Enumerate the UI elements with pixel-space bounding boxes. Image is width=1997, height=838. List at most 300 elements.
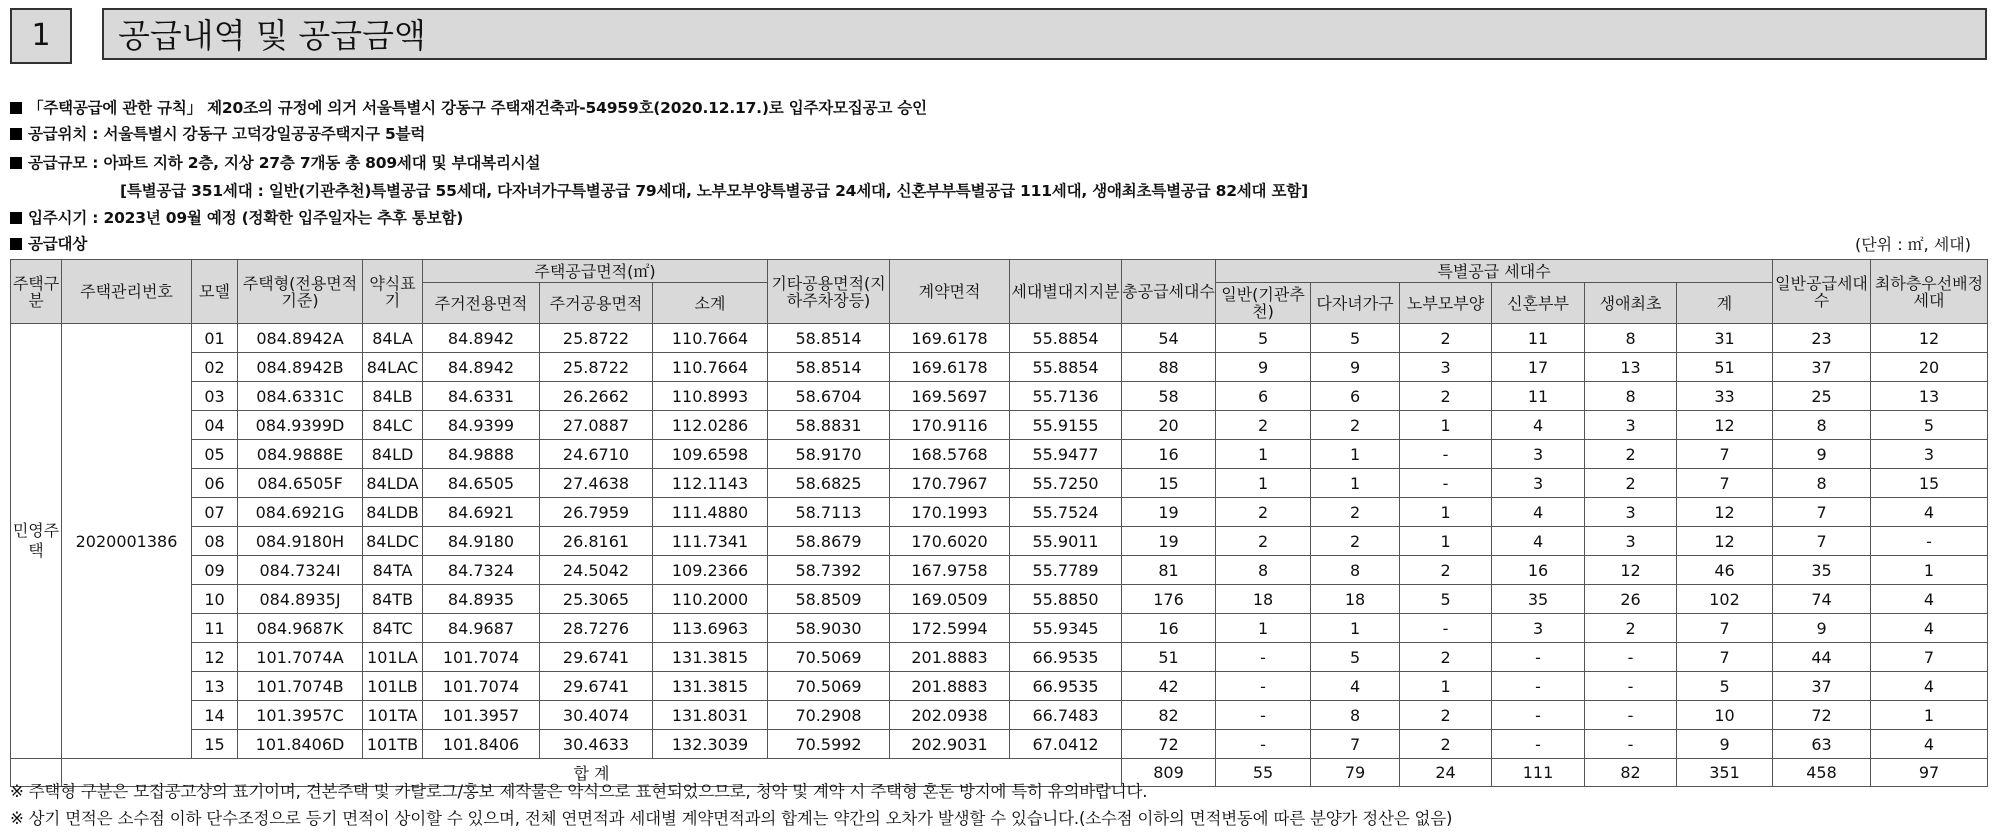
cell: 2 xyxy=(1400,382,1492,411)
table-row xyxy=(11,324,1988,353)
total-label: 합 계 xyxy=(62,759,1122,787)
cell: 26.2662 xyxy=(540,382,653,411)
cell: 4 xyxy=(1871,498,1988,527)
col-mgmt-no: 주택관리번호 xyxy=(62,260,192,324)
cell: 2 xyxy=(1311,411,1400,440)
col-subtotal: 소계 xyxy=(653,283,768,324)
unit-label: (단위 : ㎡, 세대) xyxy=(1854,235,1971,254)
square-bullet-icon xyxy=(10,212,22,224)
cell: 25.8722 xyxy=(540,353,653,382)
cell: 70.2908 xyxy=(768,701,890,730)
col-general-supply: 일반공급세대수 xyxy=(1773,260,1871,324)
cell: 2 xyxy=(1216,527,1311,556)
cell: 7 xyxy=(1677,614,1773,643)
section-header xyxy=(10,8,1987,62)
cell: 84LDC xyxy=(363,527,423,556)
cell: 112.0286 xyxy=(653,411,768,440)
cell: 82 xyxy=(1122,701,1216,730)
cell: 8 xyxy=(1585,324,1677,353)
cell: 4 xyxy=(1871,672,1988,701)
cell: 6 xyxy=(1311,382,1400,411)
cell: 176 xyxy=(1122,585,1216,614)
cell: 084.6921G xyxy=(238,498,363,527)
cell: 7 xyxy=(1677,643,1773,672)
cell: 35 xyxy=(1492,585,1585,614)
cell: 88 xyxy=(1122,353,1216,382)
cell: 66.9535 xyxy=(1010,643,1122,672)
cell: 113.6963 xyxy=(653,614,768,643)
square-bullet-icon xyxy=(10,102,22,114)
cell: 132.3039 xyxy=(653,730,768,759)
cell: 1 xyxy=(1216,614,1311,643)
cell: 101.7074A xyxy=(238,643,363,672)
cell: 2 xyxy=(1311,527,1400,556)
cell: 82 xyxy=(1585,759,1677,787)
cell: 66.9535 xyxy=(1010,672,1122,701)
cell: 111 xyxy=(1492,759,1585,787)
cell: 101TB xyxy=(363,730,423,759)
cell: - xyxy=(1216,643,1311,672)
cell: 101.7074B xyxy=(238,672,363,701)
cell: 351 xyxy=(1677,759,1773,787)
bullet-scale: 공급규모 : 아파트 지하 2층, 지상 27층 7개동 총 809세대 및 부대복리시설 xyxy=(10,151,540,173)
cell: 19 xyxy=(1122,527,1216,556)
cell: 24 xyxy=(1400,759,1492,787)
cell: 84.9687 xyxy=(423,614,540,643)
cell: 35 xyxy=(1773,556,1871,585)
cell: 1 xyxy=(1311,614,1400,643)
cell: 58.7113 xyxy=(768,498,890,527)
cell: 58.8679 xyxy=(768,527,890,556)
col-housing-type: 주택형(전용면적기준) xyxy=(238,260,363,324)
cell: 81 xyxy=(1122,556,1216,585)
cell: 26.8161 xyxy=(540,527,653,556)
cell: 7 xyxy=(1773,498,1871,527)
cell: 72 xyxy=(1773,701,1871,730)
cell: 02 xyxy=(192,353,238,382)
cell: 03 xyxy=(192,382,238,411)
cell: 24.6710 xyxy=(540,440,653,469)
cell: 55.9345 xyxy=(1010,614,1122,643)
table-row xyxy=(11,701,1988,730)
cell: 84.9180 xyxy=(423,527,540,556)
col-sp-newlywed: 신혼부부 xyxy=(1492,283,1585,324)
cell: 1 xyxy=(1400,411,1492,440)
cell: 30.4633 xyxy=(540,730,653,759)
col-lowest-floor: 최하층우선배정세대 xyxy=(1871,260,1988,324)
cell: 2 xyxy=(1400,730,1492,759)
cell-mgmt-no: 2020001386 xyxy=(62,324,192,759)
cell: 84LDA xyxy=(363,469,423,498)
cell: 4 xyxy=(1492,498,1585,527)
cell: 2 xyxy=(1311,498,1400,527)
cell: 31 xyxy=(1677,324,1773,353)
cell: 84.7324 xyxy=(423,556,540,585)
cell: 12 xyxy=(192,643,238,672)
section-title: 공급내역 및 공급금액 xyxy=(102,8,1987,60)
cell: 111.7341 xyxy=(653,527,768,556)
square-bullet-icon xyxy=(10,238,22,250)
cell: 3 xyxy=(1400,353,1492,382)
cell: 09 xyxy=(192,556,238,585)
cell: 55 xyxy=(1216,759,1311,787)
cell: 66.7483 xyxy=(1010,701,1122,730)
cell: 169.6178 xyxy=(890,324,1010,353)
col-house-type: 주택구분 xyxy=(11,260,62,324)
cell: 07 xyxy=(192,498,238,527)
table-row xyxy=(11,498,1988,527)
cell: 5 xyxy=(1400,585,1492,614)
col-model: 모델 xyxy=(192,260,238,324)
cell: 55.7524 xyxy=(1010,498,1122,527)
cell: 809 xyxy=(1122,759,1216,787)
cell: 84TA xyxy=(363,556,423,585)
cell: - xyxy=(1216,672,1311,701)
cell: 58.8514 xyxy=(768,353,890,382)
cell: 3 xyxy=(1492,440,1585,469)
col-sp-multichild: 다자녀가구 xyxy=(1311,283,1400,324)
cell: 101.3957C xyxy=(238,701,363,730)
cell: 08 xyxy=(192,527,238,556)
cell: 28.7276 xyxy=(540,614,653,643)
cell: - xyxy=(1585,730,1677,759)
cell: 11 xyxy=(192,614,238,643)
cell: - xyxy=(1492,730,1585,759)
cell: 2 xyxy=(1585,614,1677,643)
cell: 26.7959 xyxy=(540,498,653,527)
cell: 7 xyxy=(1677,469,1773,498)
cell: 97 xyxy=(1871,759,1988,787)
cell: - xyxy=(1585,643,1677,672)
cell: 10 xyxy=(1677,701,1773,730)
cell: 101.7074 xyxy=(423,672,540,701)
cell: - xyxy=(1216,701,1311,730)
cell: 2 xyxy=(1400,643,1492,672)
cell: 8 xyxy=(1311,556,1400,585)
cell: 4 xyxy=(1871,614,1988,643)
cell: 55.9155 xyxy=(1010,411,1122,440)
note-housing-type: ※ 주택형 구분은 모집공고상의 표기이며, 견본주택 및 카탈로그/홍보 제작물은 약식으로 표현되었으므로, 청약 및 계약 시 주택형 혼돈 방지에 특히 유의바랍니다. xyxy=(10,782,1148,801)
cell: 84.9399 xyxy=(423,411,540,440)
cell: 11 xyxy=(1492,324,1585,353)
cell: 55.8850 xyxy=(1010,585,1122,614)
cell: 55.9477 xyxy=(1010,440,1122,469)
cell: 9 xyxy=(1311,353,1400,382)
cell: 9 xyxy=(1216,353,1311,382)
col-land-share: 세대별대지지분 xyxy=(1010,260,1122,324)
cell: 9 xyxy=(1677,730,1773,759)
cell: 084.8942B xyxy=(238,353,363,382)
cell: 084.9687K xyxy=(238,614,363,643)
cell: 58 xyxy=(1122,382,1216,411)
table-row xyxy=(11,527,1988,556)
cell: 084.7324I xyxy=(238,556,363,585)
cell: 1 xyxy=(1311,440,1400,469)
cell: 58.6825 xyxy=(768,469,890,498)
cell: 112.1143 xyxy=(653,469,768,498)
cell: 20 xyxy=(1122,411,1216,440)
cell: 201.8883 xyxy=(890,672,1010,701)
cell: 23 xyxy=(1773,324,1871,353)
cell: 5 xyxy=(1311,643,1400,672)
cell: 18 xyxy=(1216,585,1311,614)
cell: 30.4074 xyxy=(540,701,653,730)
col-sp-parent: 노부모부양 xyxy=(1400,283,1492,324)
table-row xyxy=(11,469,1988,498)
cell: 110.7664 xyxy=(653,324,768,353)
col-sp-first: 생애최초 xyxy=(1585,283,1677,324)
cell: 170.1993 xyxy=(890,498,1010,527)
cell: 55.9011 xyxy=(1010,527,1122,556)
cell: 170.6020 xyxy=(890,527,1010,556)
cell: 109.2366 xyxy=(653,556,768,585)
cell: 63 xyxy=(1773,730,1871,759)
table-row xyxy=(11,643,1988,672)
cell: 3 xyxy=(1492,614,1585,643)
cell: 8 xyxy=(1773,411,1871,440)
cell: 201.8883 xyxy=(890,643,1010,672)
cell: 2 xyxy=(1400,701,1492,730)
cell: 84LB xyxy=(363,382,423,411)
col-total-supply: 총공급세대수 xyxy=(1122,260,1216,324)
cell: 9 xyxy=(1773,614,1871,643)
bullet-special-supply: [특별공급 351세대 : 일반(기관추천)특별공급 55세대, 다자녀가구특별공급 79세대, 노부모부양특별공급 24세대, 신혼부부특별공급 111세대, 생애최초특별공급 82세대 포함] xyxy=(120,182,1308,200)
cell: 3 xyxy=(1585,411,1677,440)
cell: - xyxy=(1492,643,1585,672)
bullet-approval: 「주택공급에 관한 규칙」 제20조의 규정에 의거 서울특별시 강동구 주택재건축과-54959호(2020.12.17.)로 입주자모집공고 승인 xyxy=(10,96,927,118)
cell: 202.0938 xyxy=(890,701,1010,730)
table-row xyxy=(11,672,1988,701)
cell: 84LA xyxy=(363,324,423,353)
cell: 168.5768 xyxy=(890,440,1010,469)
cell: 58.8509 xyxy=(768,585,890,614)
cell: 2 xyxy=(1400,324,1492,353)
cell: 17 xyxy=(1492,353,1585,382)
cell: 13 xyxy=(1871,382,1988,411)
cell: 7 xyxy=(1311,730,1400,759)
cell: 27.4638 xyxy=(540,469,653,498)
cell: 084.6331C xyxy=(238,382,363,411)
cell: - xyxy=(1871,527,1988,556)
col-other-common: 기타공용면적(지하주차장등) xyxy=(768,260,890,324)
cell: 6 xyxy=(1216,382,1311,411)
cell: 16 xyxy=(1122,440,1216,469)
cell: 3 xyxy=(1871,440,1988,469)
cell: 131.8031 xyxy=(653,701,768,730)
col-common-area: 주거공용면적 xyxy=(540,283,653,324)
cell: 84LDB xyxy=(363,498,423,527)
cell: 2 xyxy=(1585,440,1677,469)
cell: 16 xyxy=(1122,614,1216,643)
cell: 15 xyxy=(1122,469,1216,498)
cell: 29.6741 xyxy=(540,643,653,672)
cell: 2 xyxy=(1216,498,1311,527)
cell: 7 xyxy=(1677,440,1773,469)
table-row xyxy=(11,411,1988,440)
cell: 7 xyxy=(1871,643,1988,672)
cell: 169.6178 xyxy=(890,353,1010,382)
cell: 25.3065 xyxy=(540,585,653,614)
cell: 3 xyxy=(1492,469,1585,498)
cell: 15 xyxy=(1871,469,1988,498)
cell: 167.9758 xyxy=(890,556,1010,585)
table-row xyxy=(11,353,1988,382)
table-row xyxy=(11,556,1988,585)
cell: 58.6704 xyxy=(768,382,890,411)
cell: 170.7967 xyxy=(890,469,1010,498)
cell: 84.6921 xyxy=(423,498,540,527)
cell: 74 xyxy=(1773,585,1871,614)
cell: 51 xyxy=(1677,353,1773,382)
cell: 1 xyxy=(1400,527,1492,556)
square-bullet-icon xyxy=(10,128,22,140)
cell: 20 xyxy=(1871,353,1988,382)
cell: 84TB xyxy=(363,585,423,614)
cell: 9 xyxy=(1773,440,1871,469)
cell: 12 xyxy=(1677,498,1773,527)
cell: 10 xyxy=(192,585,238,614)
col-supply-area: 주택공급면적(㎡) xyxy=(423,260,768,283)
cell: 7 xyxy=(1773,527,1871,556)
cell: 1 xyxy=(1871,556,1988,585)
cell: - xyxy=(1216,730,1311,759)
cell: 58.9170 xyxy=(768,440,890,469)
bullet-move-in: 입주시기 : 2023년 09월 예정 (정확한 입주일자는 추후 통보함) xyxy=(10,206,463,228)
cell: 67.0412 xyxy=(1010,730,1122,759)
cell: 101LB xyxy=(363,672,423,701)
cell: 18 xyxy=(1311,585,1400,614)
col-exclusive-area: 주거전용면적 xyxy=(423,283,540,324)
col-special-supply: 특별공급 세대수 xyxy=(1216,260,1773,283)
cell: 084.9180H xyxy=(238,527,363,556)
cell: - xyxy=(1400,469,1492,498)
cell: 72 xyxy=(1122,730,1216,759)
cell: 06 xyxy=(192,469,238,498)
cell: 44 xyxy=(1773,643,1871,672)
cell: 70.5992 xyxy=(768,730,890,759)
note-area-rounding: ※ 상기 면적은 소수점 이하 단수조정으로 등기 면적이 상이할 수 있으며, 전체 연면적과 세대별 계약면적과의 합계는 약간의 오차가 발생할 수 있습니다.(소수점 이하의 면적변동에 따른 분양가 정산은 없음) xyxy=(10,809,1453,828)
cell: 1 xyxy=(1400,498,1492,527)
cell: 4 xyxy=(1311,672,1400,701)
cell: 101.3957 xyxy=(423,701,540,730)
cell: 101LA xyxy=(363,643,423,672)
cell: 55.7136 xyxy=(1010,382,1122,411)
cell: 3 xyxy=(1585,498,1677,527)
section-number: 1 xyxy=(10,8,72,64)
cell: 084.9399D xyxy=(238,411,363,440)
cell-house-type: 민영주택 xyxy=(11,324,62,759)
cell: 109.6598 xyxy=(653,440,768,469)
cell: 169.5697 xyxy=(890,382,1010,411)
cell: 5 xyxy=(1311,324,1400,353)
cell: 202.9031 xyxy=(890,730,1010,759)
cell: 46 xyxy=(1677,556,1773,585)
cell: 79 xyxy=(1311,759,1400,787)
cell: 12 xyxy=(1677,527,1773,556)
cell: 05 xyxy=(192,440,238,469)
cell: 2 xyxy=(1400,556,1492,585)
cell: 58.9030 xyxy=(768,614,890,643)
table-row xyxy=(11,382,1988,411)
cell: - xyxy=(1492,672,1585,701)
cell: 04 xyxy=(192,411,238,440)
cell: 58.8831 xyxy=(768,411,890,440)
cell: - xyxy=(1585,701,1677,730)
cell: 458 xyxy=(1773,759,1871,787)
cell: 16 xyxy=(1492,556,1585,585)
cell: 13 xyxy=(1585,353,1677,382)
cell: 70.5069 xyxy=(768,643,890,672)
col-sp-sum: 계 xyxy=(1677,283,1773,324)
cell: 84LD xyxy=(363,440,423,469)
col-contract-area: 계약면적 xyxy=(890,260,1010,324)
cell: 2 xyxy=(1585,469,1677,498)
cell: 55.8854 xyxy=(1010,324,1122,353)
table-row xyxy=(11,585,1988,614)
cell: 84LAC xyxy=(363,353,423,382)
table-row xyxy=(11,440,1988,469)
cell: 12 xyxy=(1871,324,1988,353)
cell: 26 xyxy=(1585,585,1677,614)
bullet-location: 공급위치 : 서울특별시 강동구 고덕강일공공주택지구 5블럭 xyxy=(10,122,425,144)
cell: 84.8942 xyxy=(423,353,540,382)
col-sp-general: 일반(기관추천) xyxy=(1216,283,1311,324)
cell: 084.9888E xyxy=(238,440,363,469)
cell: 13 xyxy=(192,672,238,701)
cell: 110.7664 xyxy=(653,353,768,382)
cell: 110.2000 xyxy=(653,585,768,614)
square-bullet-icon xyxy=(10,157,22,169)
cell: 84.9888 xyxy=(423,440,540,469)
cell: 84.6331 xyxy=(423,382,540,411)
cell: 58.8514 xyxy=(768,324,890,353)
cell: 084.6505F xyxy=(238,469,363,498)
cell: 33 xyxy=(1677,382,1773,411)
cell: 8 xyxy=(1585,382,1677,411)
cell: 14 xyxy=(192,701,238,730)
cell: 12 xyxy=(1585,556,1677,585)
cell: 37 xyxy=(1773,353,1871,382)
cell: 169.0509 xyxy=(890,585,1010,614)
cell: 110.8993 xyxy=(653,382,768,411)
cell: 84TC xyxy=(363,614,423,643)
table-row xyxy=(11,614,1988,643)
cell: 102 xyxy=(1677,585,1773,614)
col-abbr: 약식표기 xyxy=(363,260,423,324)
cell: - xyxy=(1492,701,1585,730)
cell: 51 xyxy=(1122,643,1216,672)
cell: 4 xyxy=(1871,730,1988,759)
cell: 4 xyxy=(1492,527,1585,556)
cell: 101.8406D xyxy=(238,730,363,759)
cell: 27.0887 xyxy=(540,411,653,440)
cell: 15 xyxy=(192,730,238,759)
cell: 11 xyxy=(1492,382,1585,411)
cell: 131.3815 xyxy=(653,672,768,701)
cell: 084.8935J xyxy=(238,585,363,614)
cell: 4 xyxy=(1871,585,1988,614)
cell: 8 xyxy=(1773,469,1871,498)
cell: 01 xyxy=(192,324,238,353)
cell: 84LC xyxy=(363,411,423,440)
cell: 25.8722 xyxy=(540,324,653,353)
cell: 84.8942 xyxy=(423,324,540,353)
cell: 55.7789 xyxy=(1010,556,1122,585)
cell: 084.8942A xyxy=(238,324,363,353)
table-row xyxy=(11,730,1988,759)
cell: 1 xyxy=(1216,440,1311,469)
cell: 19 xyxy=(1122,498,1216,527)
